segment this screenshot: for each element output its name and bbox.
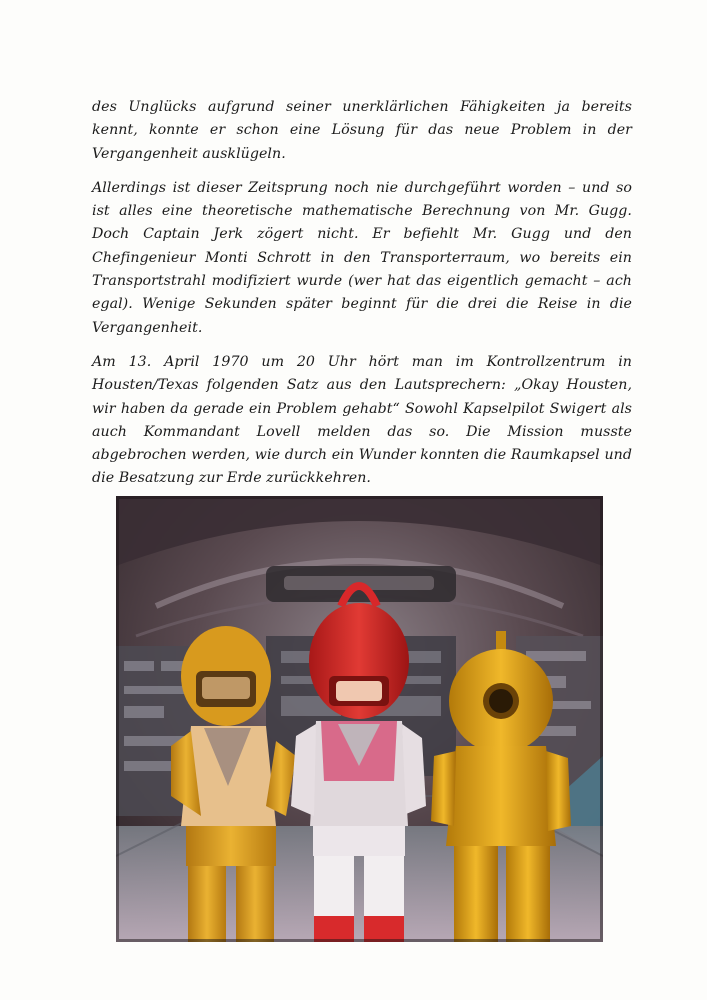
- body-text: [92, 96, 632, 502]
- paragraph-3: Am 13. April 1970 um 20 Uhr hört man im Kontrollzentrum in Housten/Texas folgenden Satz aus den Lautsprechern: „Okay Housten, wir haben da gerade ein Problem gehabt“ Sowohl Kapselpilot Swigert als auch Kommandant Lovell melden das so. Die Mission musste abgebrochen werden, wie durch ein Wunder konnten die Raumkapsel und die Besatzung zur Erde zurückkehren.: [92, 353, 632, 487]
- paragraph-2: Allerdings ist dieser Zeitsprung noch nie durchgeführt worden – und so ist alles eine theoretische mathematische Berechnung von Mr. Gugg. Doch Captain Jerk zögert nicht. Er befiehlt Mr. Gugg und den Chefingenieur Monti Schrott in den Transporterraum, wo bereits ein Transportstrahl modifiziert wurde (wer hat das eigentlich gemacht – ach egal). Wenige Sekunden später beginnt für die drei die Reise in die Vergangenheit.: [92, 179, 632, 336]
- spaceship-cockpit-photo: [116, 496, 603, 942]
- paragraph-1: des Unglücks aufgrund seiner unerklärlichen Fähigkeiten ja bereits kennt, konnte er schon eine Lösung für das neue Problem in der Vergangenheit ausklügeln.: [92, 99, 632, 162]
